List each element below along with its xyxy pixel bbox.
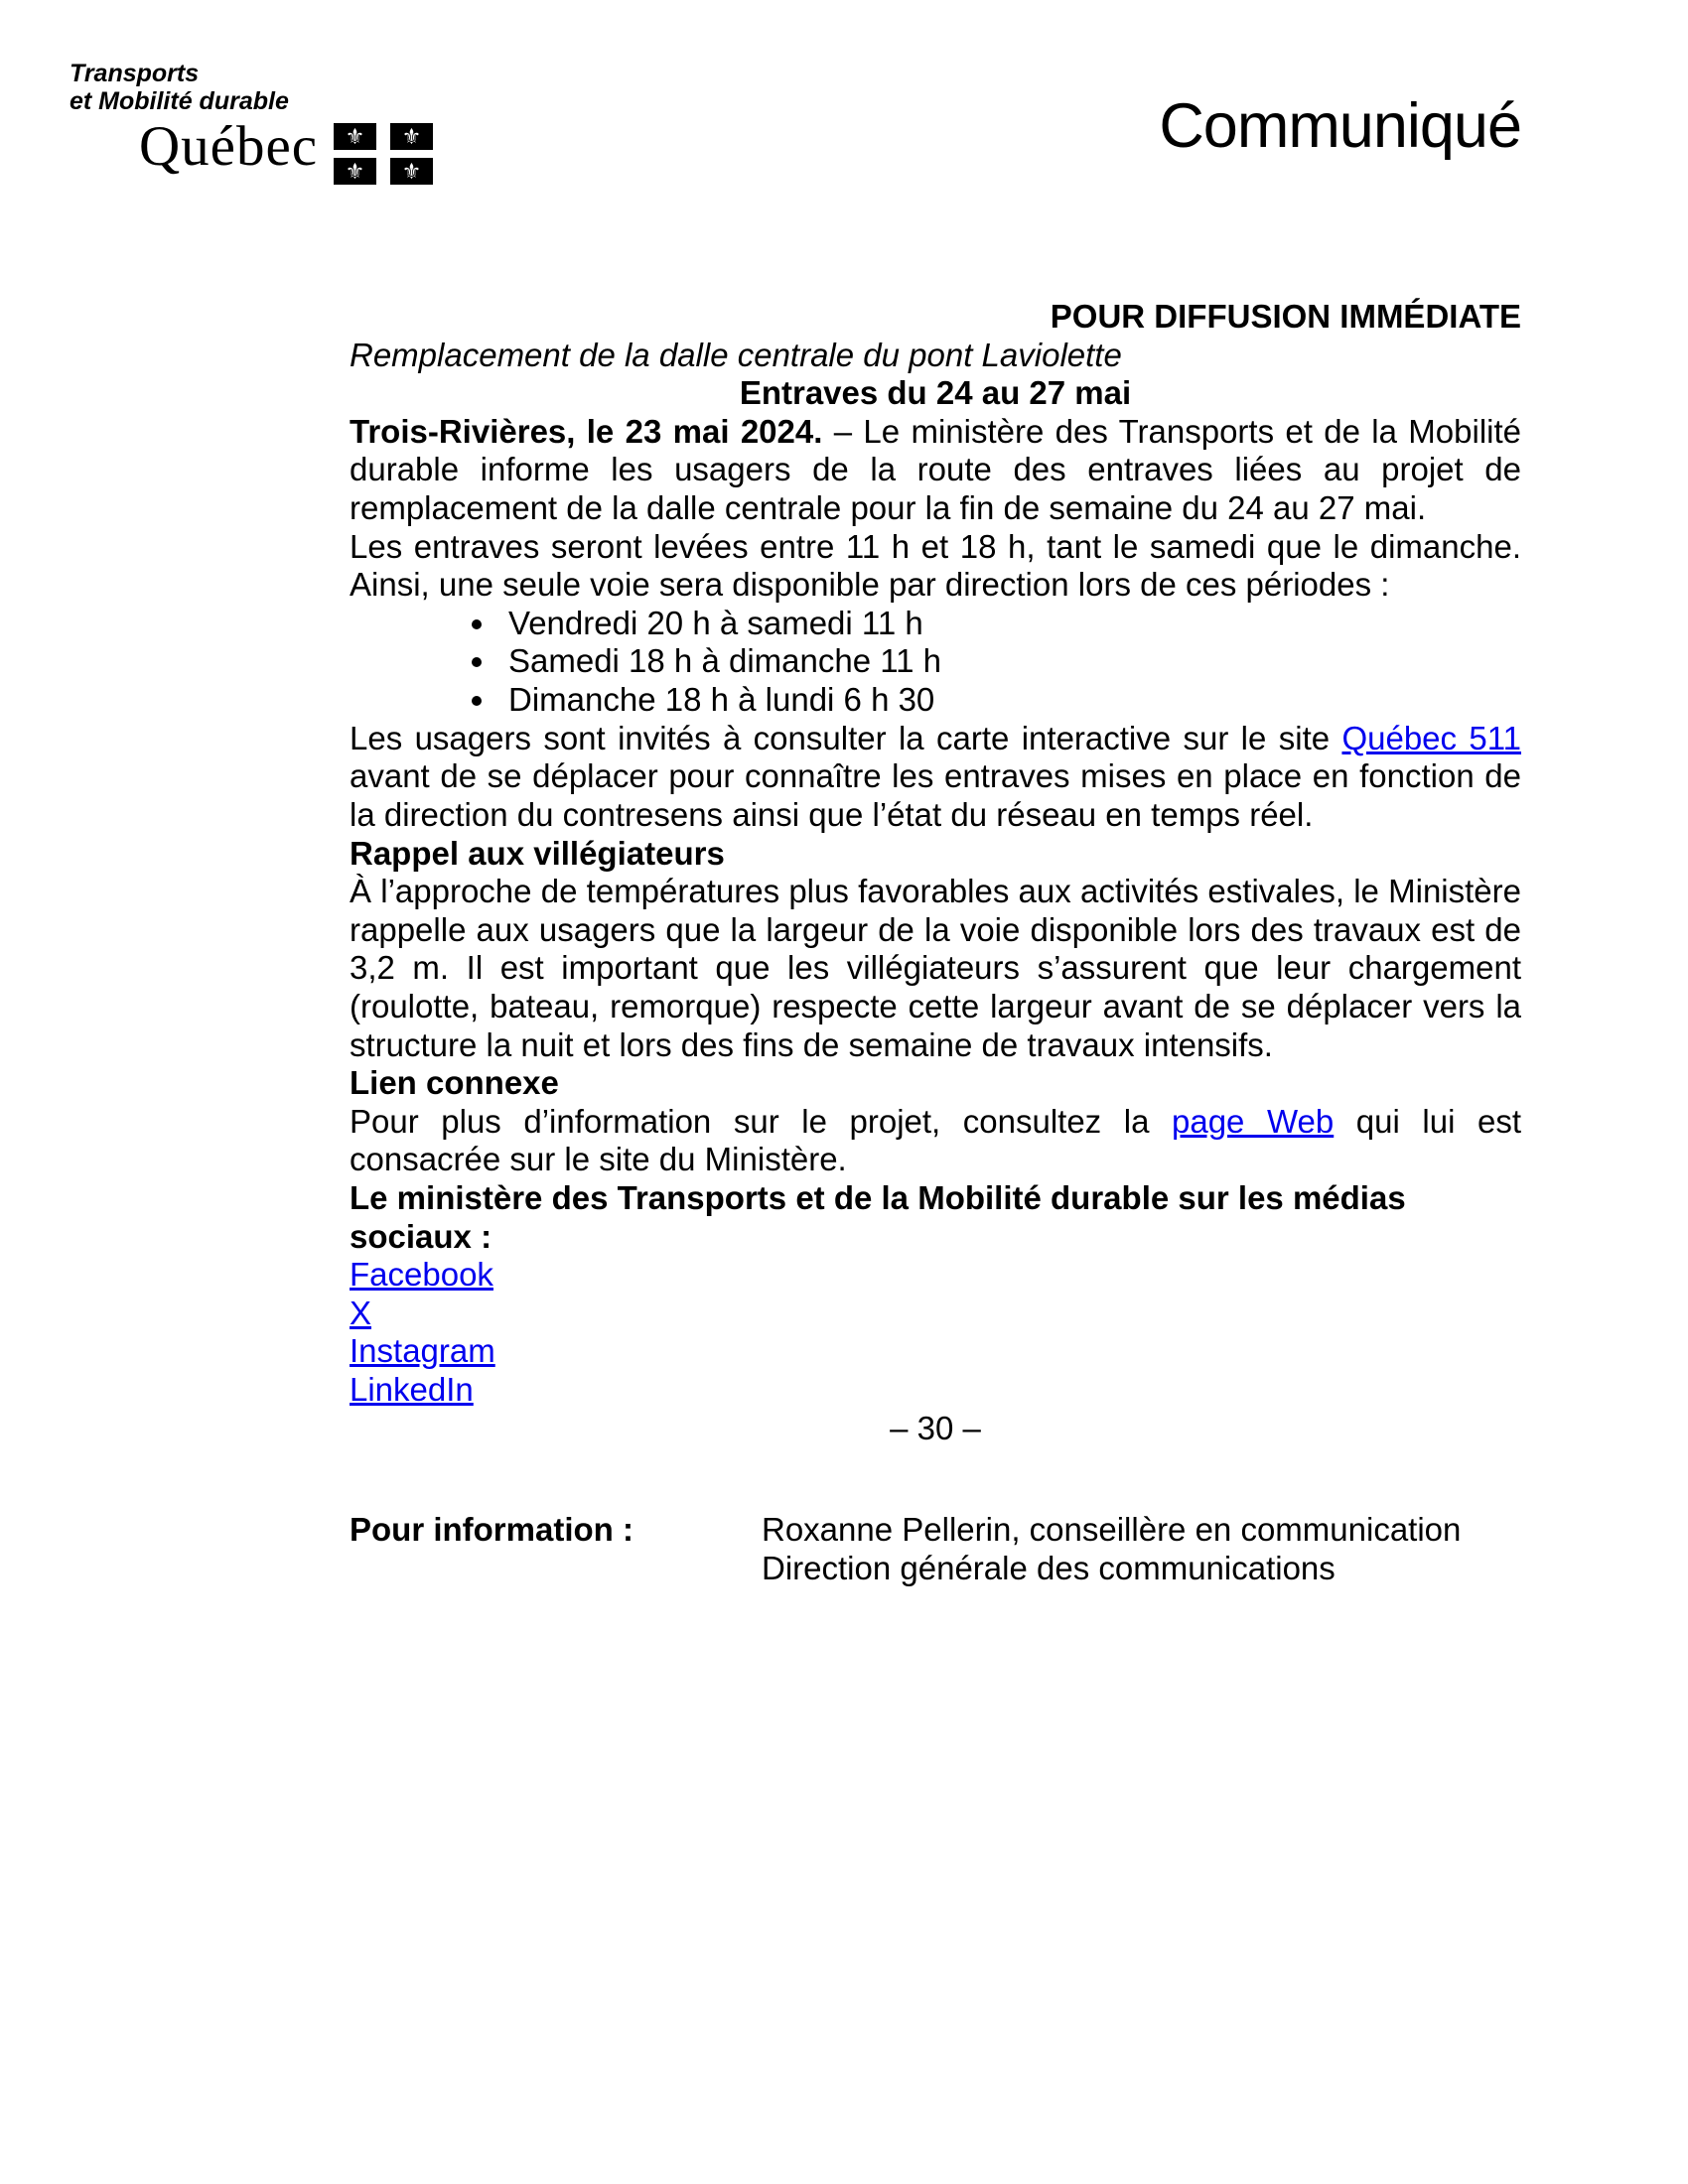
dissemination-notice: POUR DIFFUSION IMMÉDIATE — [1050, 298, 1521, 335]
social-row — [350, 1332, 1521, 1371]
svg-text:⚜: ⚜ — [345, 160, 365, 185]
contact-section — [350, 1511, 1521, 1587]
page-web-link[interactable]: page Web — [1172, 1102, 1335, 1140]
release-headline: Entraves du 24 au 27 mai — [739, 374, 1132, 412]
heading-rappel: Rappel aux villégiateurs — [350, 834, 725, 872]
heading-lien-connexe: Lien connexe — [350, 1064, 559, 1102]
quebec-wordmark: Québec — [139, 115, 319, 178]
contact-value — [762, 1511, 1461, 1587]
usagers-text-post: avant de se déplacer pour connaître les entraves mises en place en fonction de la direction du contresens ainsi que l’état du réseau en temps réel. — [350, 757, 1521, 833]
quebec-flag-icon — [334, 123, 433, 185]
heading-medias-sociaux: Le ministère des Transports et de la Mobilité durable sur les médias sociaux : — [350, 1179, 1406, 1255]
end-marker: – 30 – — [890, 1409, 981, 1446]
release-subtitle: Remplacement de la dalle centrale du pont Laviolette — [350, 336, 1122, 373]
x-link[interactable]: X — [350, 1294, 372, 1331]
lien-text-pre: Pour plus d’information sur le projet, consultez la — [350, 1102, 1172, 1140]
social-row — [350, 1256, 1521, 1295]
paragraph-intro — [350, 413, 1521, 528]
paragraph-entraves: Les entraves seront levées entre 11 h et 18 h, tant le samedi que le dimanche. Ainsi, une seule voie sera disponible par direction lors de ces périodes : — [350, 527, 1521, 604]
paragraph-lien — [350, 1103, 1521, 1179]
ministry-logo — [70, 60, 433, 185]
svg-text:⚜: ⚜ — [401, 125, 422, 150]
paragraph-rappel: À l’approche de températures plus favorables aux activités estivales, le Ministère rappelle aux usagers que la largeur de la voie disponible lors des travaux est de 3,2 m. Il est important que les villégiateurs s’assurent que leur chargement (roulotte, bateau, remorque) respecte cette largeur avant de se déplacer vers la structure la nuit et lors des fins de semaine de travaux intensifs. — [350, 873, 1521, 1063]
document-type-title: Communiqué — [1159, 91, 1521, 161]
social-row — [350, 1295, 1521, 1333]
release-body — [350, 298, 1521, 1588]
contact-person: Roxanne Pellerin, conseillère en communication — [762, 1511, 1462, 1549]
contact-org: Direction générale des communications — [762, 1549, 1336, 1586]
list-item: • Dimanche 18 h à lundi 6 h 30 — [498, 681, 1521, 720]
linkedin-link[interactable]: LinkedIn — [350, 1371, 474, 1409]
facebook-link[interactable]: Facebook — [350, 1256, 493, 1294]
usagers-text-pre: Les usagers sont invités à consulter la carte interactive sur le site — [350, 719, 1342, 756]
svg-text:⚜: ⚜ — [345, 125, 365, 150]
list-item: • Samedi 18 h à dimanche 11 h — [498, 642, 1521, 681]
quebec-511-link[interactable]: Québec 511 — [1341, 719, 1522, 756]
instagram-link[interactable]: Instagram — [350, 1332, 495, 1370]
closure-periods-list — [350, 605, 1521, 720]
svg-text:⚜: ⚜ — [401, 160, 422, 185]
social-row — [350, 1371, 1521, 1410]
logo-line-2: et Mobilité durable — [70, 87, 289, 115]
contact-label: Pour information : — [350, 1511, 633, 1549]
dateline: Trois-Rivières, le 23 mai 2024. — [350, 412, 823, 450]
logo-line-1: Transports — [70, 60, 200, 87]
list-item: • Vendredi 20 h à samedi 11 h — [498, 605, 1521, 643]
paragraph-usagers — [350, 720, 1521, 835]
intro-text: – Le ministère des Transports et de la Mobilité durable informe les usagers de la route des entraves liées au projet de remplacement de la dalle centrale pour la fin de semaine du 24 au 27 mai. — [350, 412, 1521, 527]
lien-text-post: qui lui est consacrée sur le site du Ministère. — [350, 1102, 1521, 1178]
